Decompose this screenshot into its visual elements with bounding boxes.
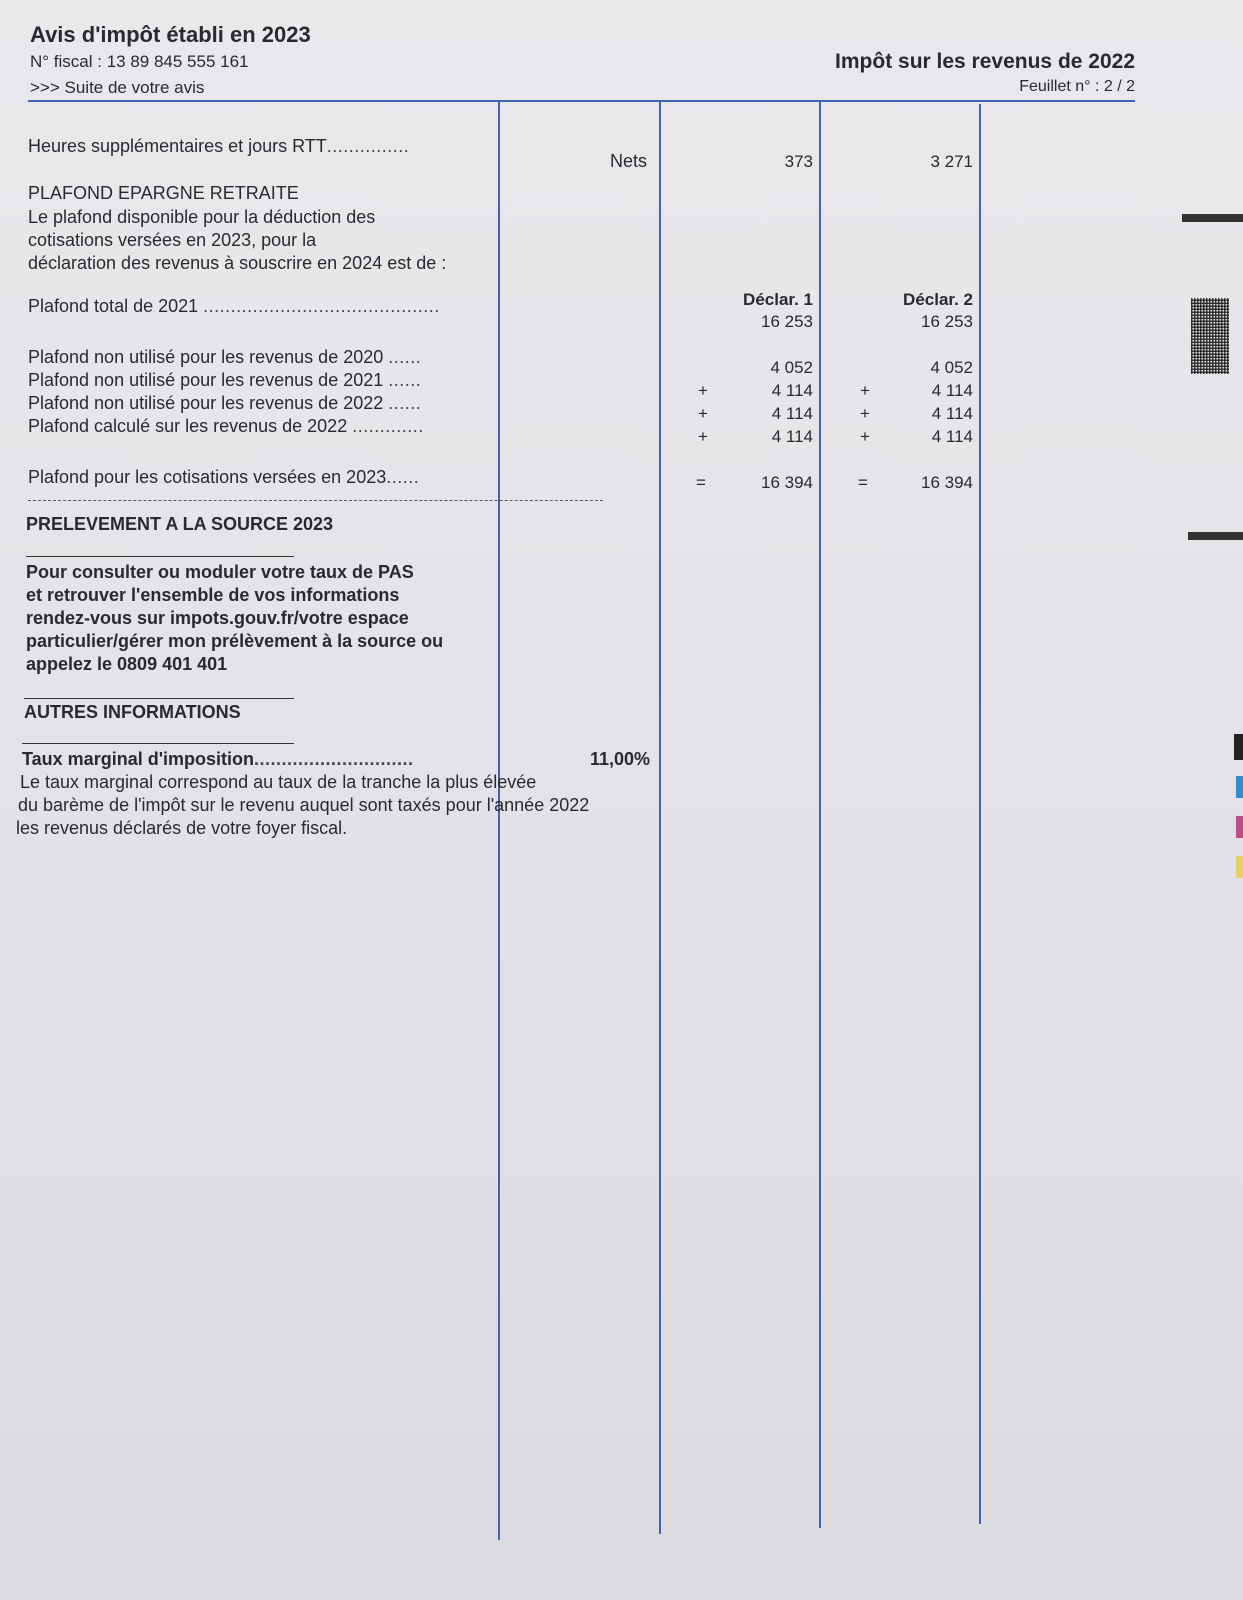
plafond-row-label: Plafond non utilisé pour les revenus de 2022 ...... xyxy=(28,393,422,413)
overtime-unit: Nets xyxy=(610,151,648,171)
plafond-row-decl2: 4 052 xyxy=(930,358,973,377)
plafond-intro-2: cotisations versées en 2023, pour la xyxy=(28,230,317,250)
column-rule-2 xyxy=(659,102,661,1534)
plafond-row-op: + xyxy=(860,427,870,446)
plafond-heading: PLAFOND EPARGNE RETRAITE xyxy=(28,183,299,203)
plafond-row-op: + xyxy=(698,381,708,400)
pas-bottom-rule xyxy=(24,698,294,699)
overtime-decl1: 373 xyxy=(784,152,813,171)
overtime-label: Heures supplémentaires et jours RTT............... xyxy=(28,136,410,156)
plafond-row-op: + xyxy=(860,404,870,423)
document-title: Avis d'impôt établi en 2023 xyxy=(30,22,311,47)
taux-marginal-label: Taux marginal d'imposition............................. xyxy=(22,749,414,769)
pas-line-3: rendez-vous sur impots.gouv.fr/votre espace xyxy=(26,608,409,628)
plafond-intro-1: Le plafond disponible pour la déduction des xyxy=(28,207,376,227)
fiscal-number: N° fiscal : 13 89 845 555 161 xyxy=(30,52,249,71)
overtime-decl2: 3 271 xyxy=(930,152,973,171)
plafond-total-op: = xyxy=(696,473,706,492)
edge-mark xyxy=(1182,214,1243,222)
plafond-row-decl2: 16 253 xyxy=(921,312,973,331)
column-rule-4 xyxy=(979,104,981,1524)
plafond-total-decl1: 16 394 xyxy=(761,473,813,492)
pas-line-2: et retrouver l'ensemble de vos informations xyxy=(26,585,400,605)
pas-line-1: Pour consulter ou moduler votre taux de PAS xyxy=(26,562,414,582)
plafond-row-label: Plafond non utilisé pour les revenus de 2020 ...... xyxy=(28,347,422,367)
taux-note-2: du barème de l'impôt sur le revenu auquel sont taxés pour l'année 2022 xyxy=(18,795,590,815)
plafond-row-decl2: 4 114 xyxy=(931,404,973,423)
plafond-row-decl1: 4 114 xyxy=(771,404,813,423)
taux-note-3: les revenus déclarés de votre foyer fiscal. xyxy=(16,818,348,838)
decl2-header: Déclar. 2 xyxy=(903,290,973,309)
plafond-row-op: + xyxy=(860,381,870,400)
yellow-mark xyxy=(1236,856,1243,878)
pas-line-5: appelez le 0809 401 401 xyxy=(26,654,228,674)
column-rule-3 xyxy=(819,102,821,1528)
datamatrix-code xyxy=(1191,298,1229,374)
plafond-row-decl2: 4 114 xyxy=(931,381,973,400)
taux-marginal-value: 11,00% xyxy=(590,749,651,769)
suite-avis: >>> Suite de votre avis xyxy=(30,78,205,97)
section-separator xyxy=(28,500,603,501)
autres-heading-underline xyxy=(22,743,294,744)
sheet-number: Feuillet n° : 2 / 2 xyxy=(1019,78,1135,95)
plafond-row-decl2: 4 114 xyxy=(931,427,973,446)
plafond-row-decl1: 4 114 xyxy=(771,427,813,446)
pas-heading-underline xyxy=(26,556,294,557)
plafond-total-label: Plafond pour les cotisations versées en 2023...... xyxy=(28,467,420,487)
autres-heading: AUTRES INFORMATIONS xyxy=(24,702,241,722)
plafond-row-decl1: 4 052 xyxy=(770,358,813,377)
tax-year-title: Impôt sur les revenus de 2022 xyxy=(835,50,1135,73)
decl1-header: Déclar. 1 xyxy=(743,290,813,309)
plafond-row-decl1: 16 253 xyxy=(761,312,813,331)
edge-mark xyxy=(1188,532,1243,540)
cyan-mark xyxy=(1236,776,1243,798)
pas-line-4: particulier/gérer mon prélèvement à la source ou xyxy=(26,631,444,651)
plafond-row-label: Plafond total de 2021 ........................................... xyxy=(28,296,440,316)
plafond-total-decl2: 16 394 xyxy=(921,473,973,492)
plafond-row-label: Plafond non utilisé pour les revenus de 2021 ...... xyxy=(28,370,422,390)
plafond-row-op: + xyxy=(698,427,708,446)
header-rule xyxy=(28,100,1135,102)
plafond-intro-3: déclaration des revenus à souscrire en 2024 est de : xyxy=(28,253,447,273)
column-rule-1 xyxy=(498,100,500,1540)
taux-note-1: Le taux marginal correspond au taux de la tranche la plus élevée xyxy=(20,772,537,792)
pas-heading: PRELEVEMENT A LA SOURCE 2023 xyxy=(26,514,334,534)
plafond-row-decl1: 4 114 xyxy=(771,381,813,400)
plafond-row-label: Plafond calculé sur les revenus de 2022 ............. xyxy=(28,416,424,436)
magenta-mark xyxy=(1236,816,1243,838)
plafond-total-op: = xyxy=(858,473,868,492)
plafond-row-op: + xyxy=(698,404,708,423)
edge-mark xyxy=(1234,734,1243,760)
